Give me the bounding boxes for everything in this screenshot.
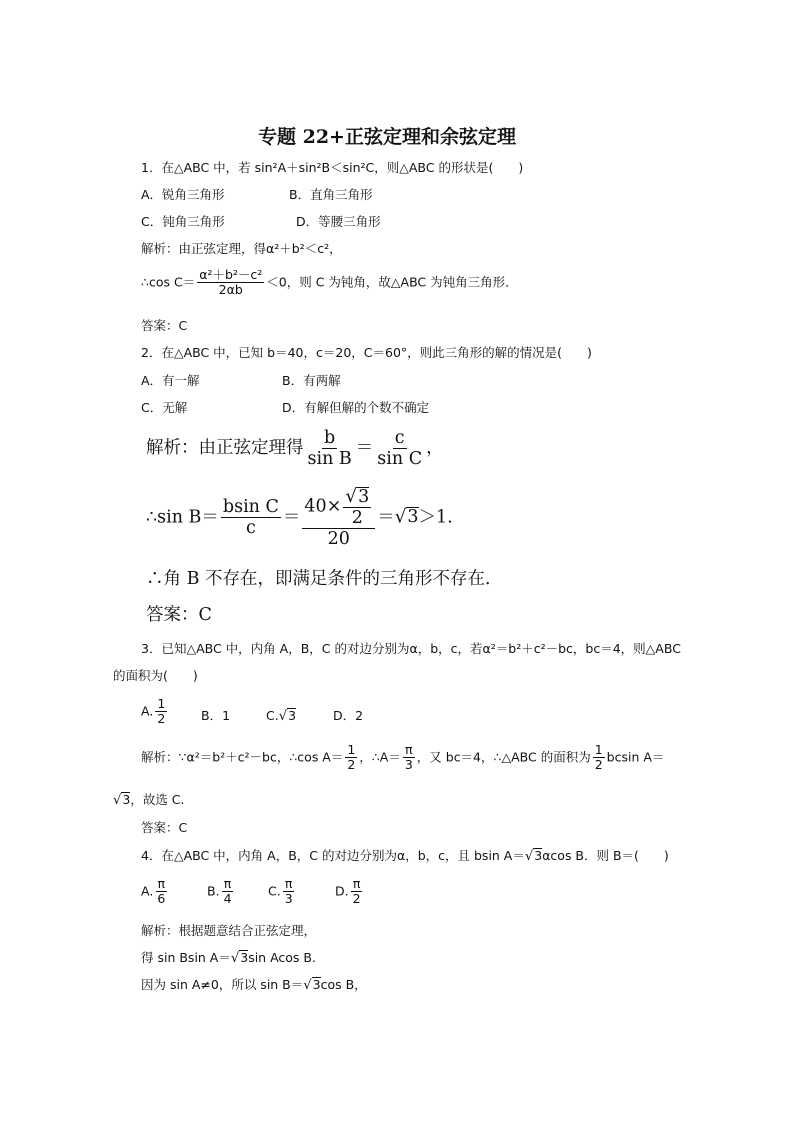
q1-cos-denominator: 2αb [218,282,243,298]
sqrt-sign-icon: √ [303,978,312,993]
q2-answer: 答案：C [146,605,212,625]
q1-option-a: A．锐角三角形 [141,187,225,202]
q4-sol3-a: 因为 sin A≠0，所以 sin B＝ [141,977,304,992]
q4-sol2-a: 得 sin Bsin A＝ [141,950,231,965]
q2-option-b: B．有两解 [282,373,341,388]
q3-sol1-a: 解析：∵α²＝b²＋c²－bc，∴cos A＝ [141,749,344,765]
q2-solution-line1 [146,428,444,469]
q2-inner-numerator [343,486,371,508]
q2-frac3-numerator: bsin C [222,497,279,518]
q2-frac2-numerator: c [394,428,405,448]
q2-sol1-suffix: ， [426,438,444,459]
q4-optD-label: D. [335,883,349,899]
q3-stem-line1: 3．已知△ABC 中，内角 A，B，C 的对边分别为α，b，c，若α²＝b²＋c²－bc，bc＝4，则△ABC [141,641,681,656]
sqrt-sign-icon: √ [113,793,122,808]
q2-solution-line2 [146,486,453,550]
q3-frac1-numerator: 1 [347,742,356,757]
q4-optA-denominator: 6 [157,891,166,907]
q4-optA-numerator: π [157,876,166,891]
q2-frac1-denominator: sin B [307,449,352,470]
q4-optC-numerator: π [284,876,293,891]
q4-sol3-b: cos B， [320,977,367,992]
q3-answer: 答案：C [141,820,188,835]
q3-sol1-d: bcsin A＝ [606,749,665,765]
q4-sol2-b: sin Acos B. [248,950,316,965]
q2-sol1-equals: ＝ [355,438,374,459]
q1-option-d: D．等腰三角形 [296,214,381,229]
q4-option-c [268,877,297,907]
sqrt-sign-icon: √ [278,709,288,724]
q3-optC-radicand: 3 [288,708,297,723]
q2-sol2-equals: ＝ [282,507,301,528]
sqrt-sign-icon: √ [230,951,240,966]
q2-fraction-b-over-sinb [306,428,354,469]
q4-optB-fraction [222,877,234,907]
q4-option-a [141,877,169,907]
q4-stem-a: 4．在△ABC 中，内角 A，B，C 的对边分别为α，b，c，且 bsin A＝ [141,848,525,863]
q2-option-d: D．有解但解的个数不确定 [282,400,430,415]
q3-frac1-denominator: 2 [347,757,356,773]
q4-sol2-radicand: 3 [240,950,249,965]
q3-frac3-numerator: 1 [594,742,603,757]
q4-option-d [335,877,365,907]
q2-fraction-bsinc-over-c [221,497,281,538]
q3-sol1-b: ，∴A＝ [359,749,401,765]
sqrt-sign-icon: √ [394,506,407,528]
q4-solution-line1: 解析：根据题意结合正弦定理， [141,923,317,938]
q2-sol2-prefix: ∴sin B＝ [146,507,219,528]
q1-option-c: C．钝角三角形 [141,214,225,229]
q1-option-b: B．直角三角形 [289,187,373,202]
q2-fraction-c-over-sinc [375,428,424,469]
q3-option-a [141,697,169,727]
q3-sol2-radicand: 3 [122,792,131,807]
q4-solution-line2 [141,950,316,967]
q3-sol1-frac3 [593,743,605,773]
q3-sol1-frac2 [403,743,415,773]
q2-sol2-equals2: ＝ [377,507,395,528]
q2-inner-fraction [343,486,371,528]
q2-sol2-suffix: ＞1. [418,507,453,528]
q4-stem-b: αcos B．则 B＝( ) [542,848,669,863]
q3-frac2-numerator: π [405,742,413,757]
q3-solution-line1 [141,743,664,773]
q1-sol2-prefix: ∴cos C＝ [141,274,196,290]
q4-stem-radicand: 3 [534,848,543,863]
q2-num-40x: 40× [304,496,342,517]
q4-optD-denominator: 2 [352,891,361,907]
q3-option-c [266,708,296,725]
q2-option-c: C．无解 [141,400,188,415]
q4-stem [141,848,669,865]
q2-frac1-numerator: b [324,428,336,448]
q3-frac3-denominator: 2 [594,757,603,773]
q2-option-a: A．有一解 [141,373,200,388]
q4-optC-fraction [283,877,295,907]
q1-cos-fraction [197,268,264,298]
q4-optC-label: C. [268,883,281,899]
q2-inner-denominator: 2 [351,508,363,529]
q2-sol1-prefix: 解析：由正弦定理得 [146,438,304,459]
q1-stem: 1．在△ABC 中，若 sin²A＋sin²B＜sin²C，则△ABC 的形状是( ) [141,160,524,175]
q1-answer: 答案：C [141,318,188,333]
q1-sol2-suffix: ＜0，则 C 为钝角，故△ABC 为钝角三角形． [266,274,518,290]
q3-optA-denominator: 2 [157,711,166,727]
q3-sol1-c: ，又 bc＝4，∴△ABC 的面积为 [416,749,591,765]
sqrt-sign-icon: √ [345,486,358,507]
q4-optD-fraction [351,877,363,907]
q4-optB-numerator: π [223,876,232,891]
q3-optC-label: C. [266,708,279,723]
q3-optA-fraction [155,697,167,727]
q3-sol1-frac1 [345,743,357,773]
q2-frac2-denominator: sin C [377,449,423,470]
q4-optB-denominator: 4 [223,891,232,907]
q3-option-b: B．1 [201,708,231,723]
q1-cos-numerator: α²＋b²－c² [199,267,263,282]
q2-sol2-root: 3 [407,507,419,528]
q2-frac4-denominator: 20 [327,529,350,550]
q4-optA-label: A. [141,883,154,899]
q4-solution-line3 [141,977,367,994]
q3-stem-line2: 的面积为( ) [113,668,198,683]
q4-optB-label: B. [207,883,220,899]
q2-solution-line3: ∴角 B 不存在，即满足条件的三角形不存在． [146,569,503,589]
q2-stem: 2．在△ABC 中，已知 b＝40，c＝20，C＝60°，则此三角形的解的情况是( ) [141,345,592,360]
q2-frac4-numerator [302,486,375,529]
q3-optA-label: A. [141,703,154,719]
q4-optC-denominator: 3 [284,891,293,907]
q3-option-d: D．2 [333,708,364,723]
q3-optA-numerator: 1 [157,696,166,711]
q3-solution-line2 [113,792,185,809]
q3-sol2-suffix: ，故选 C. [130,792,185,807]
q4-optD-numerator: π [352,876,361,891]
q1-solution-line1: 解析：由正弦定理，得α²＋b²＜c²， [141,241,342,256]
page-title: 专题 22+正弦定理和余弦定理 [258,126,516,148]
q4-optA-fraction [155,877,167,907]
q4-option-b [207,877,236,907]
sqrt-sign-icon: √ [524,849,534,864]
q2-inner-radicand: 3 [358,487,370,507]
q2-fraction-big [302,486,375,550]
q1-solution-line2 [141,268,518,298]
q2-frac3-denominator: c [246,518,256,539]
q4-sol3-radicand: 3 [312,977,321,992]
q3-frac2-denominator: 3 [404,757,413,773]
